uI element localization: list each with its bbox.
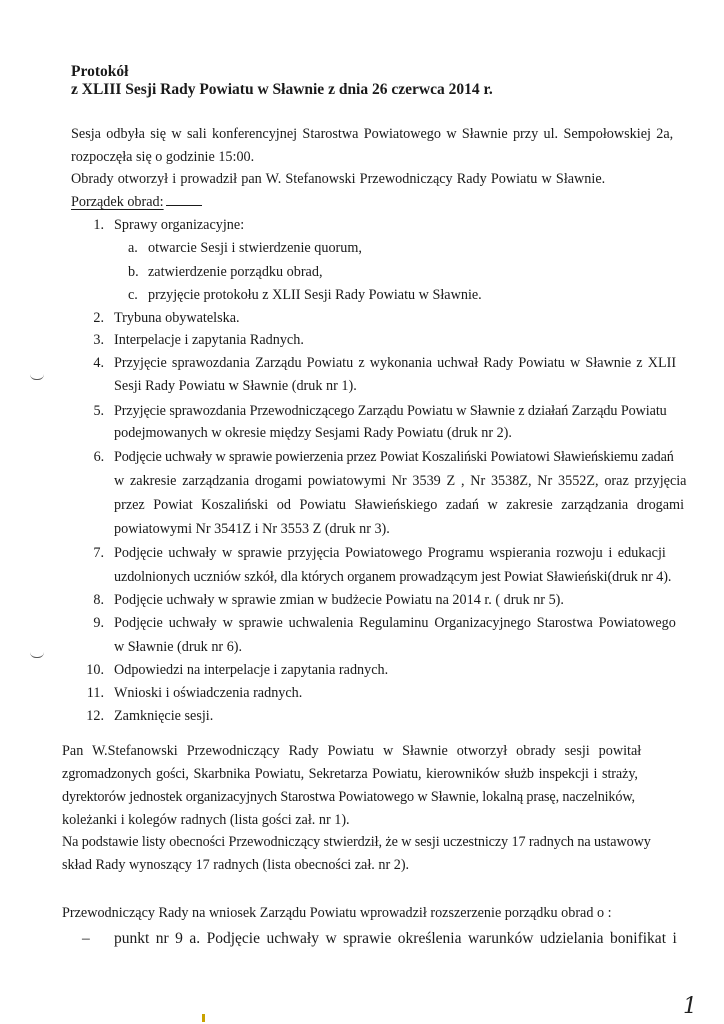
agenda-item-number: 11. bbox=[86, 685, 104, 701]
agenda-item-text: Podjęcie uchwały w sprawie uchwalenia Regulaminu Organizacyjnego Starostwa Powiatowego bbox=[114, 615, 676, 631]
body-para-3: Przewodniczący Rady na wniosek Zarządu Powiatu wprowadził rozszerzenie porządku obrad o : bbox=[62, 905, 612, 921]
agenda-item-text: Podjęcie uchwały w sprawie zmian w budżecie Powiatu na 2014 r. ( druk nr 5). bbox=[114, 592, 564, 608]
extension-bullet bbox=[82, 930, 677, 947]
agenda-item-8 bbox=[82, 592, 564, 609]
agenda-item-number: 4. bbox=[93, 355, 104, 371]
agenda-item-text: Zamknięcie sesji. bbox=[114, 708, 214, 724]
subitem-letter: c. bbox=[128, 287, 138, 303]
agenda-item-number: 12. bbox=[86, 708, 104, 724]
agenda-item-text: Odpowiedzi na interpelacje i zapytania radnych. bbox=[114, 662, 389, 678]
body-para-2-line-1: Na podstawie listy obecności Przewodniczący stwierdził, że w sesji uczestniczy 17 radnych na ustawowy bbox=[62, 834, 651, 850]
agenda-item-6-cont-2: przez Powiat Koszaliński od Powiatu Sławieńskiego zadań w zakresie zarządzania drogami bbox=[114, 497, 685, 513]
agenda-item-text: Wnioski i oświadczenia radnych. bbox=[114, 685, 303, 701]
agenda-subitem-b bbox=[128, 264, 323, 281]
page-number: 1 bbox=[683, 994, 697, 1019]
agenda-item-2 bbox=[82, 310, 240, 327]
agenda-item-7 bbox=[82, 545, 666, 562]
title-line-1: Protokół bbox=[71, 63, 129, 80]
agenda-item-7-cont: uzdolnionych uczniów szkół, dla których organem prowadzącym jest Powiat Sławieński(druk nr 4). bbox=[114, 569, 672, 585]
intro-line-3: Obrady otworzył i prowadził pan W. Stefanowski Przewodniczący Rady Powiatu w Sławnie. bbox=[71, 171, 606, 187]
scan-artifact bbox=[202, 1014, 205, 1022]
agenda-item-number: 8. bbox=[93, 592, 104, 608]
agenda-item-11 bbox=[82, 685, 302, 702]
agenda-item-number: 1. bbox=[93, 217, 104, 233]
body-para-2-line-2: skład Rady wynoszący 17 radnych (lista obecności zał. nr 2). bbox=[62, 857, 410, 873]
agenda-item-4 bbox=[82, 355, 676, 372]
agenda-item-3 bbox=[82, 332, 304, 349]
agenda-item-10 bbox=[82, 662, 388, 679]
margin-punch-mark bbox=[30, 652, 44, 658]
agenda-item-number: 5. bbox=[93, 403, 104, 419]
subitem-text: zatwierdzenie porządku obrad, bbox=[148, 264, 323, 280]
agenda-item-4-cont: Sesji Rady Powiatu w Sławnie (druk nr 1). bbox=[114, 378, 357, 394]
agenda-subitem-a bbox=[128, 240, 362, 257]
bullet-dash: – bbox=[82, 930, 90, 947]
title-line-2: z XLIII Sesji Rady Powiatu w Sławnie z dnia 26 czerwca 2014 r. bbox=[71, 81, 493, 98]
agenda-item-number: 6. bbox=[93, 449, 104, 465]
agenda-item-6-cont-1: w zakresie zarządzania drogami powiatowymi Nr 3539 Z , Nr 3538Z, Nr 3552Z, oraz przyjęcia bbox=[114, 473, 687, 489]
agenda-item-5 bbox=[82, 403, 667, 420]
agenda-item-6-cont-3: powiatowymi Nr 3541Z i Nr 3553 Z (druk nr 3). bbox=[114, 521, 390, 537]
agenda-item-number: 7. bbox=[93, 545, 104, 561]
subitem-text: przyjęcie protokołu z XLII Sesji Rady Powiatu w Sławnie. bbox=[148, 287, 482, 303]
agenda-item-6 bbox=[82, 449, 674, 466]
agenda-heading bbox=[71, 194, 202, 211]
body-para-1-line-4: koleżanki i kolegów radnych (lista gości zał. nr 1). bbox=[62, 812, 350, 828]
agenda-item-text: Trybuna obywatelska. bbox=[114, 310, 240, 326]
subitem-letter: b. bbox=[128, 264, 139, 280]
body-para-1-line-3: dyrektorów jednostek organizacyjnych Starostwa Powiatowego w Sławnie, lokalną prasę, naczelników, bbox=[62, 789, 635, 805]
agenda-item-number: 9. bbox=[93, 615, 104, 631]
agenda-item-text: Przyjęcie sprawozdania Zarządu Powiatu z wykonania uchwał Rady Powiatu w Sławnie z XLII bbox=[114, 355, 677, 371]
subitem-text: otwarcie Sesji i stwierdzenie quorum, bbox=[148, 240, 362, 256]
margin-punch-mark bbox=[30, 374, 44, 380]
heading-underline-tail bbox=[166, 195, 202, 206]
intro-line-1: Sesja odbyła się w sali konferencyjnej Starostwa Powiatowego w Sławnie przy ul. Sempołowskiej 2a, bbox=[71, 126, 674, 142]
agenda-item-5-cont: podejmowanych w okresie między Sesjami Rady Powiatu (druk nr 2). bbox=[114, 425, 512, 441]
agenda-item-number: 10. bbox=[86, 662, 104, 678]
agenda-item-number: 3. bbox=[93, 332, 104, 348]
agenda-item-number: 2. bbox=[93, 310, 104, 326]
agenda-item-text: Sprawy organizacyjne: bbox=[114, 217, 245, 233]
body-para-1-line-2: zgromadzonych gości, Skarbnika Powiatu, Sekretarza Powiatu, kierowników służb inspekcji i straży, bbox=[62, 766, 638, 782]
agenda-heading-text: Porządek obrad: bbox=[71, 194, 164, 210]
agenda-item-12 bbox=[82, 708, 213, 725]
bullet-text: punkt nr 9 a. Podjęcie uchwały w sprawie określenia warunków udzielania bonifikat i bbox=[114, 930, 677, 947]
body-para-1-line-1: Pan W.Stefanowski Przewodniczący Rady Powiatu w Sławnie otworzył obrady sesji powitał bbox=[62, 743, 642, 759]
intro-line-2: rozpoczęła się o godzinie 15:00. bbox=[71, 149, 255, 165]
agenda-item-text: Przyjęcie sprawozdania Przewodniczącego Zarządu Powiatu w Sławnie z działań Zarządu Powiatu bbox=[114, 403, 667, 419]
agenda-item-9-cont: w Sławnie (druk nr 6). bbox=[114, 639, 243, 655]
agenda-item-9 bbox=[82, 615, 676, 632]
agenda-subitem-c bbox=[128, 287, 482, 304]
agenda-item-text: Podjęcie uchwały w sprawie powierzenia przez Powiat Koszaliński Powiatowi Sławieńskiemu zadań bbox=[114, 449, 674, 465]
agenda-item-text: Podjęcie uchwały w sprawie przyjęcia Powiatowego Programu wspierania rozwoju i edukacji bbox=[114, 545, 666, 561]
agenda-item-text: Interpelacje i zapytania Radnych. bbox=[114, 332, 304, 348]
subitem-letter: a. bbox=[128, 240, 138, 256]
document-title bbox=[71, 63, 671, 99]
agenda-item-1 bbox=[82, 217, 244, 234]
